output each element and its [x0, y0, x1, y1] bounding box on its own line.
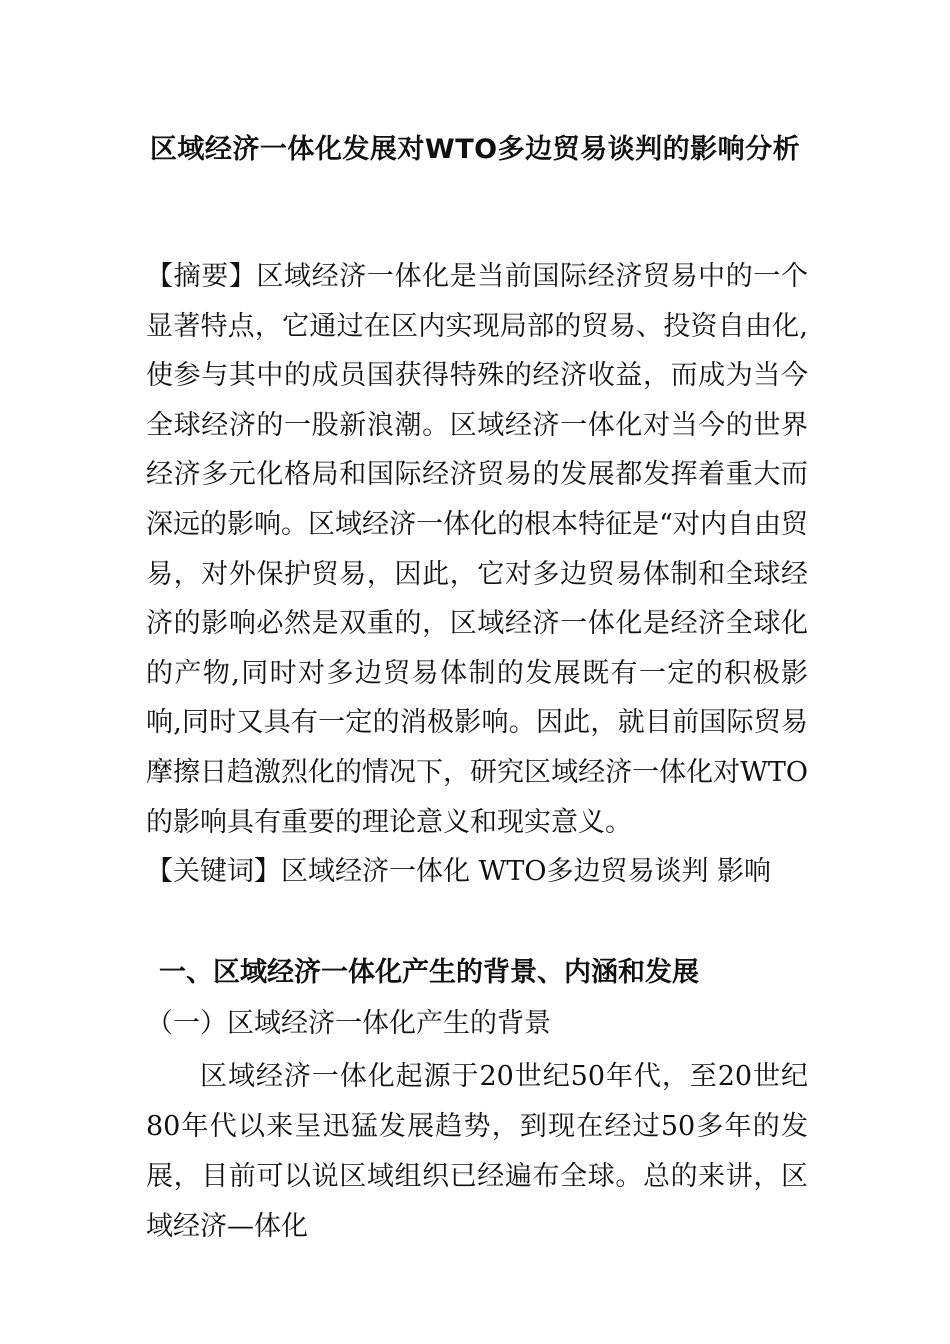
document-title: 区域经济一体化发展对WTO多边贸易谈判的影响分析 — [149, 134, 801, 165]
sub-heading: （一）区域经济一体化产生的背景 — [146, 1008, 551, 1039]
abstract-paragraph: 【摘要】区域经济一体化是当前国际经济贸易中的一个显著特点，它通过在区内实现局部的贸易、投资自由化,使参与其中的成员国获得特殊的经济收益，而成为当今全球经济的一股新浪潮。区域经济一体化对当今的世界经济多元化格局和国际经济贸易的发展都发挥着重大而深远的影响。区域经济一体化的根本特征是“对内自由贸易，对外保护贸易，因此，它对多边贸易体制和全球经济的影响必然是双重的，区域经济一体化是经济全球化的产物,同时对多边贸易体制的发展既有一定的积极影响,同时又具有一定的消极影响。因此，就目前国际贸易摩擦日趋激烈化的情况下，研究区域经济一体化对WTO的影响具有重要的理论意义和现实意义。 — [146, 261, 808, 838]
body-paragraph: 区域经济一体化起源于20世纪50年代，至20世纪80年代以来呈迅猛发展趋势，到现在经过50多年的发展，目前可以说区域组织已经遍布全球。总的来讲，区域经济—体化 — [146, 1061, 808, 1242]
section-heading: 一、区域经济一体化产生的背景、内涵和发展 — [159, 957, 699, 988]
keywords-line: 【关键词】区域经济一体化 WTO多边贸易谈判 影响 — [146, 856, 772, 887]
